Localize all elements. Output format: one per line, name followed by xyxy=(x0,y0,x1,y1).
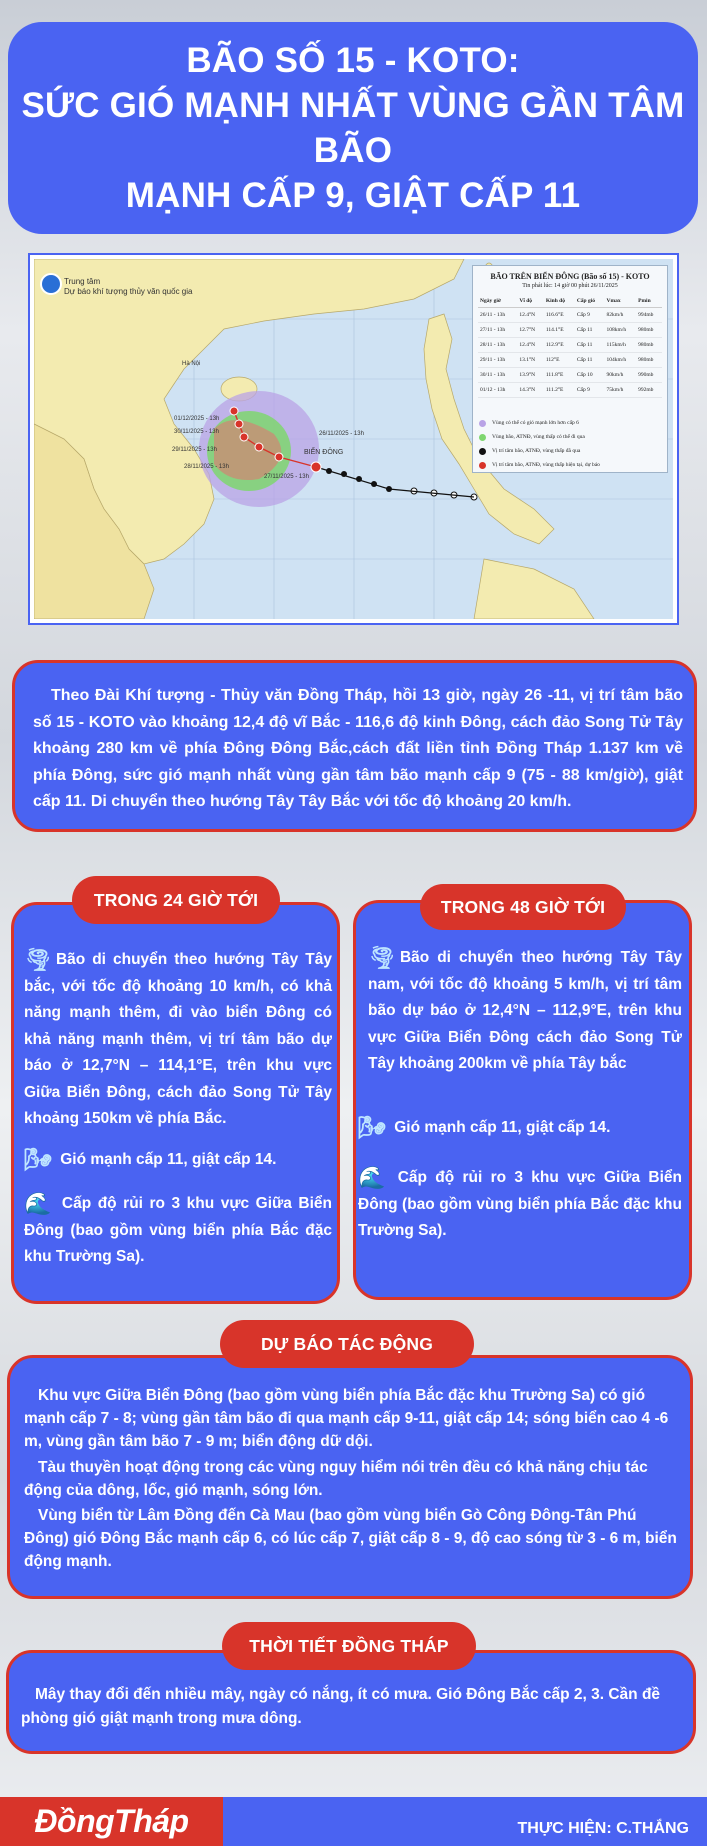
label-t3: 28/11/2025 - 13h xyxy=(184,464,229,470)
table-header-cell: Kinh độ xyxy=(544,295,575,308)
forecast-48h-movement: 🌪 Bão di chuyển theo hướng Tây Tây nam, với tốc độ khoảng 5 km/h, vị trí tâm bão dự báo ở 12,4°N – 112,9°E, trên khu vực Giữa Biển Đông cách đảo Song Tử Tây khoảng 200km về phía Tây bắc xyxy=(368,945,682,1072)
legend-item: Vị trí tâm bão, ATNĐ, vùng thấp đã qua xyxy=(492,448,581,454)
impact-text-3: Vùng biển từ Lâm Đồng đến Cà Mau (bao gồm vùng biển Gò Công Đông-Tân Phú Đông) gió Đông Bắc mạnh cấp 6, có lúc cấp 7, giật cấp 8 - 9, độ cao sóng từ 3 - 6 m, biển động mạnh. xyxy=(24,1507,677,1570)
label-t2: 27/11/2025 - 13h xyxy=(264,474,309,480)
table-cell: 990mb xyxy=(636,368,662,383)
forecast-24h-title: TRONG 24 GIỜ TỚI xyxy=(72,876,280,924)
table-row xyxy=(478,308,662,323)
intro-text: Theo Đài Khí tượng - Thủy văn Đồng Tháp, hồi 13 giờ, ngày 26 -11, vị trí tâm bão số 15 - KOTO vào khoảng 12,4 độ vĩ Bắc - 116,6 độ kinh Đông, cách đảo Song Tử Tây khoảng 280 km về phía Đông Đông Bắc,cách đất liền tỉnh Đồng Tháp 1.137 km về phía Đông, sức gió mạnh nhất vùng gần tâm bão mạnh cấp 9 (75 - 88 km/giờ), giật cấp 11. Di chuyển theo hướng Tây Tây Bắc với tốc độ khoảng 20 km/h. xyxy=(33,687,683,810)
table-title: BÃO TRÊN BIỂN ĐÔNG (Bão số 15) - KOTO xyxy=(490,272,650,281)
table-cell: 980mb xyxy=(636,353,662,368)
storm-map-frame xyxy=(28,253,679,625)
footer xyxy=(0,1797,707,1846)
tornado-icon: 🌪 xyxy=(368,945,396,970)
wind-icon: 🌬 xyxy=(358,1115,386,1140)
table-cell: 12.4°N xyxy=(517,308,544,323)
table-cell: 29/11 - 13h xyxy=(478,353,517,368)
table-cell: 12.7°N xyxy=(517,323,544,338)
table-cell: 14.3°N xyxy=(517,383,544,398)
wave-icon: 🌊 xyxy=(358,1165,386,1190)
table-cell: 112°E xyxy=(544,353,575,368)
wind-icon: 🌬 xyxy=(24,1147,52,1172)
table-row xyxy=(478,353,662,368)
author-credit: THỰC HIỆN: C.THẮNG xyxy=(517,1820,689,1837)
label-t6: 01/12/2025 - 13h xyxy=(174,416,220,422)
forecast-24h-risk: 🌊 Cấp độ rủi ro 3 khu vực Giữa Biển Đông (bao gồm vùng biển phía Bắc đặc khu Trường Sa). xyxy=(24,1191,332,1265)
weather-title: THỜI TIẾT ĐỒNG THÁP xyxy=(222,1622,476,1670)
forecast-48h-wind: 🌬 Gió mạnh cấp 11, giật cấp 14. xyxy=(358,1115,611,1140)
table-header-cell: Vĩ độ xyxy=(517,295,544,308)
table-cell: 114.1°E xyxy=(544,323,575,338)
agency-name: Trung tâm Dự báo khí tượng thủy văn quốc gia xyxy=(64,277,193,296)
forecast-24h-card xyxy=(11,902,340,1304)
map-legend xyxy=(479,416,600,472)
label-t5: 30/11/2025 - 13h xyxy=(174,429,219,435)
storm-map xyxy=(34,259,673,619)
table-header-cell: Pmin xyxy=(636,295,662,308)
table-cell: 111.8°E xyxy=(544,368,575,383)
wave-icon: 🌊 xyxy=(24,1191,52,1216)
title-line-3: MẠNH CẤP 9, GIẬT CẤP 11 xyxy=(125,176,581,215)
legend-item: Vị trí tâm bão, ATNĐ, vùng thấp hiện tại, dự báo xyxy=(492,462,600,468)
impact-text-2: Tàu thuyền hoạt động trong các vùng nguy hiểm nói trên đều có khả năng chịu tác động của dông, lốc, gió mạnh, sóng lớn. xyxy=(24,1459,648,1499)
table-cell: Cấp 9 xyxy=(575,383,605,398)
forecast-48h-risk: 🌊 Cấp độ rủi ro 3 khu vực Giữa Biển Đông (bao gồm vùng biển phía Bắc đặc khu Trường Sa). xyxy=(358,1165,682,1239)
impact-text-1: Khu vực Giữa Biển Đông (bao gồm vùng biển phía Bắc đặc khu Trường Sa) có gió mạnh cấp 7 - 8; vùng gần tâm bão đi qua mạnh cấp 9-11, giật cấp 14; sóng biển cao 4 -6 m, vùng gần tâm bão 7 - 9 m; biển động dữ dội. xyxy=(24,1387,669,1450)
table-cell: 90km/h xyxy=(605,368,637,383)
table-cell: 75km/h xyxy=(605,383,637,398)
table-cell: 108km/h xyxy=(605,323,637,338)
table-cell: 994mb xyxy=(636,308,662,323)
title-line-2: SỨC GIÓ MẠNH NHẤT VÙNG GẦN TÂM BÃO xyxy=(21,86,685,170)
table-cell: Cấp 10 xyxy=(575,368,605,383)
table-cell: Cấp 11 xyxy=(575,338,605,353)
table-cell: 111.2°E xyxy=(544,383,575,398)
impact-title: DỰ BÁO TÁC ĐỘNG xyxy=(220,1320,474,1368)
forecast-table-panel xyxy=(472,265,668,473)
tornado-icon: 🌪 xyxy=(24,947,52,972)
header-banner xyxy=(8,22,698,234)
title-line-1: BÃO SỐ 15 - KOTO: xyxy=(186,41,520,80)
table-cell: 980mb xyxy=(636,323,662,338)
table-cell: 13.1°N xyxy=(517,353,544,368)
label-bien-dong: BIỂN ĐÔNG xyxy=(304,449,344,456)
table-cell: 13.9°N xyxy=(517,368,544,383)
agency-logo xyxy=(40,273,62,295)
table-row xyxy=(478,383,662,398)
table-cell: Cấp 11 xyxy=(575,323,605,338)
table-cell: 30/11 - 13h xyxy=(478,368,517,383)
intro-card xyxy=(12,660,697,832)
table-subtitle: Tin phát lúc: 14 giờ 00 phút 26/11/2025 xyxy=(522,283,618,289)
table-cell: 26/11 - 13h xyxy=(478,308,517,323)
table-cell: 104km/h xyxy=(605,353,637,368)
table-row xyxy=(478,338,662,353)
table-cell: Cấp 11 xyxy=(575,353,605,368)
table-row xyxy=(478,368,662,383)
table-cell: 980mb xyxy=(636,338,662,353)
impact-card xyxy=(7,1355,693,1599)
forecast-48h-title: TRONG 48 GIỜ TỚI xyxy=(420,884,626,930)
legend-item: Vùng bão, ATNĐ, vùng thấp có thể đi qua xyxy=(492,434,585,440)
forecast-table xyxy=(478,295,662,398)
table-row xyxy=(478,323,662,338)
weather-text: Mây thay đổi đến nhiều mây, ngày có nắng, ít có mưa. Gió Đông Bắc cấp 2, 3. Cần đề phòng gió giật mạnh trong mưa dông. xyxy=(21,1686,661,1727)
table-cell: 112.9°E xyxy=(544,338,575,353)
table-cell: 27/11 - 13h xyxy=(478,323,517,338)
forecast-24h-wind: 🌬 Gió mạnh cấp 11, giật cấp 14. xyxy=(24,1147,277,1172)
table-cell: 992mb xyxy=(636,383,662,398)
label-hanoi: Hà Nội xyxy=(182,361,201,367)
table-cell: 12.4°N xyxy=(517,338,544,353)
forecast-24h-movement: 🌪 Bão di chuyển theo hướng Tây Tây bắc, với tốc độ khoảng 10 km/h, có khả năng mạnh thêm, đi vào biển Đông có khả năng mạnh thêm, vị trí tâm bão dự báo ở 12,7°N – 114,1°E, trên khu vực Giữa Biển Đông, cách đảo Song Tử Tây khoảng 150km về phía Bắc. xyxy=(24,947,332,1127)
table-cell: 82km/h xyxy=(605,308,637,323)
table-cell: 116.6°E xyxy=(544,308,575,323)
table-cell: 115km/h xyxy=(605,338,637,353)
label-t1: 26/11/2025 - 13h xyxy=(319,431,364,437)
table-cell: 01/12 - 13h xyxy=(478,383,517,398)
legend-item: Vùng có thể có gió mạnh lớn hơn cấp 6 xyxy=(492,420,579,426)
table-cell: 28/11 - 13h xyxy=(478,338,517,353)
table-header-cell: Cấp gió xyxy=(575,295,605,308)
label-t4: 29/11/2025 - 13h xyxy=(172,447,217,453)
forecast-48h-card xyxy=(353,900,692,1300)
table-cell: Cấp 9 xyxy=(575,308,605,323)
brand-logo: ĐồngTháp xyxy=(0,1797,223,1846)
table-header-cell: Ngày giờ xyxy=(478,295,517,308)
table-header-cell: Vmax xyxy=(605,295,637,308)
